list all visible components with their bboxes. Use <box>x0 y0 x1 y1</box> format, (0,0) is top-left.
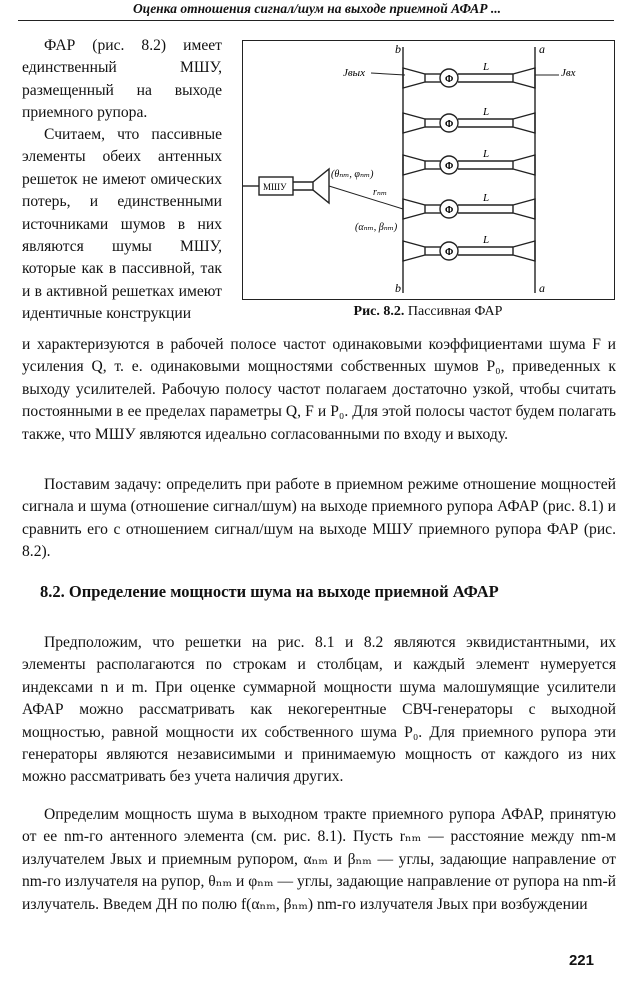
line-length-label: L <box>483 61 490 73</box>
line-length-label: L <box>483 192 490 204</box>
paragraph-5: Определим мощность шума в выходном тракте приемного рупора АФАР, принятую от ее nm-го антенного элемента (см. рис. 8.1). Пусть rₙₘ — расстояние между nm-м излучателем Jвых и приемным рупором, αₙₘ и βₙₘ — углы, задающие направление от nm-го излучателя на рупор, θₙₘ и φₙₘ — углы, задающие направление от рупора на nm-й излучатель. Введем ДН по полю f(αₙₘ, βₙₘ) nm-го излучателя Jвых при возбуждении <box>22 806 616 913</box>
paragraph-4: Предположим, что решетки на рис. 8.1 и 8.2 являются эквидистантными, их элементы располагаются по строкам и столбцам, и каждый элемент нумеруется индексами n и m. При оценке суммарной мощности шума малошумящие усилители АФАР можно рассматривать как некогерентные СВЧ-генераторы с выходной мощностью, равной мощности их собственного шума P₀. Для приемного рупора эти генераторы являются независимыми и принимаемую мощность от каждого из них можно рассматривать без учета наличия других. <box>22 634 616 786</box>
header-rule <box>18 20 614 21</box>
paragraph-2: Считаем, что пассивные элементы обеих антенных решеток не имеют омических потерь, и единственными источниками шумов в них являются шумы МШУ, которые как в пассивной, так и в активной решетках имеют идентичные конструкции <box>22 126 222 323</box>
caption-text: Пассивная ФАР <box>407 304 503 319</box>
line-length-label: L <box>483 148 490 160</box>
element-row <box>403 192 535 219</box>
line-length-label: L <box>483 234 490 246</box>
figure-diagram <box>243 41 614 299</box>
jout-pointer <box>371 73 405 75</box>
paragraph-2-continued: и характеризуются в рабочей полосе частот одинаковыми коэффициентами шума F и усиления Q, т. е. одинаковыми мощностями собственных шумов P₀, приведенных к выходу усилителей. Рабочую полосу частот полагаем достаточно узкой, чтобы считать постоянными в ее пределах параметры Q, F и P₀. Для этой полосы частот будем полагать также, что МШУ являются идеально согласованными по входу и выходу. <box>22 336 616 443</box>
paragraph-1: ФАР (рис. 8.2) имеет единственный МШУ, размещенный на выходе приемного рупора. <box>22 37 222 122</box>
phase-shifter-label: Φ <box>445 205 454 216</box>
caption-label: Рис. 8.2. <box>353 304 405 319</box>
lna-label: МШУ <box>263 182 287 192</box>
label-b-bottom: b <box>395 281 401 295</box>
phase-shifter-label: Φ <box>445 161 454 172</box>
label-jin: Jвх <box>561 67 576 79</box>
running-header: Оценка отношения сигнал/шум на выходе приемной АФАР ... <box>132 1 502 16</box>
receive-horn <box>313 169 329 203</box>
paragraph-3: Поставим задачу: определить при работе в приемном режиме отношение мощностей сигнала и шума (отношение сигнал/шум) на выходе приемного рупора АФАР (рис. 8.1) и сравнить его с отношением сигнал/шум на выходе МШУ приемного рупора ФАР (рис. 8.2). <box>22 476 616 561</box>
label-b-top: b <box>395 42 401 56</box>
element-row <box>403 61 535 88</box>
label-jout: Jвых <box>343 67 365 79</box>
section-heading: 8.2. Определение мощности шума на выходе приемной АФАР <box>40 582 499 601</box>
label-r: rₙₘ <box>373 187 388 198</box>
label-theta-phi: (θₙₘ, φₙₘ) <box>331 169 374 180</box>
element-row <box>403 148 535 175</box>
element-row <box>403 106 535 133</box>
element-row <box>403 234 535 261</box>
figure-passive-far <box>242 40 615 300</box>
label-a-top: a <box>539 42 545 56</box>
element-rows <box>403 61 535 261</box>
page-number: 221 <box>568 952 594 969</box>
phase-shifter-label: Φ <box>445 74 454 85</box>
phase-shifter-label: Φ <box>445 247 454 258</box>
ray-r <box>329 186 403 209</box>
figure-caption <box>240 304 616 320</box>
label-a-bottom: a <box>539 281 545 295</box>
line-length-label: L <box>483 106 490 118</box>
phase-shifter-label: Φ <box>445 119 454 130</box>
label-alpha-beta: (αₙₘ, βₙₘ) <box>355 222 398 233</box>
